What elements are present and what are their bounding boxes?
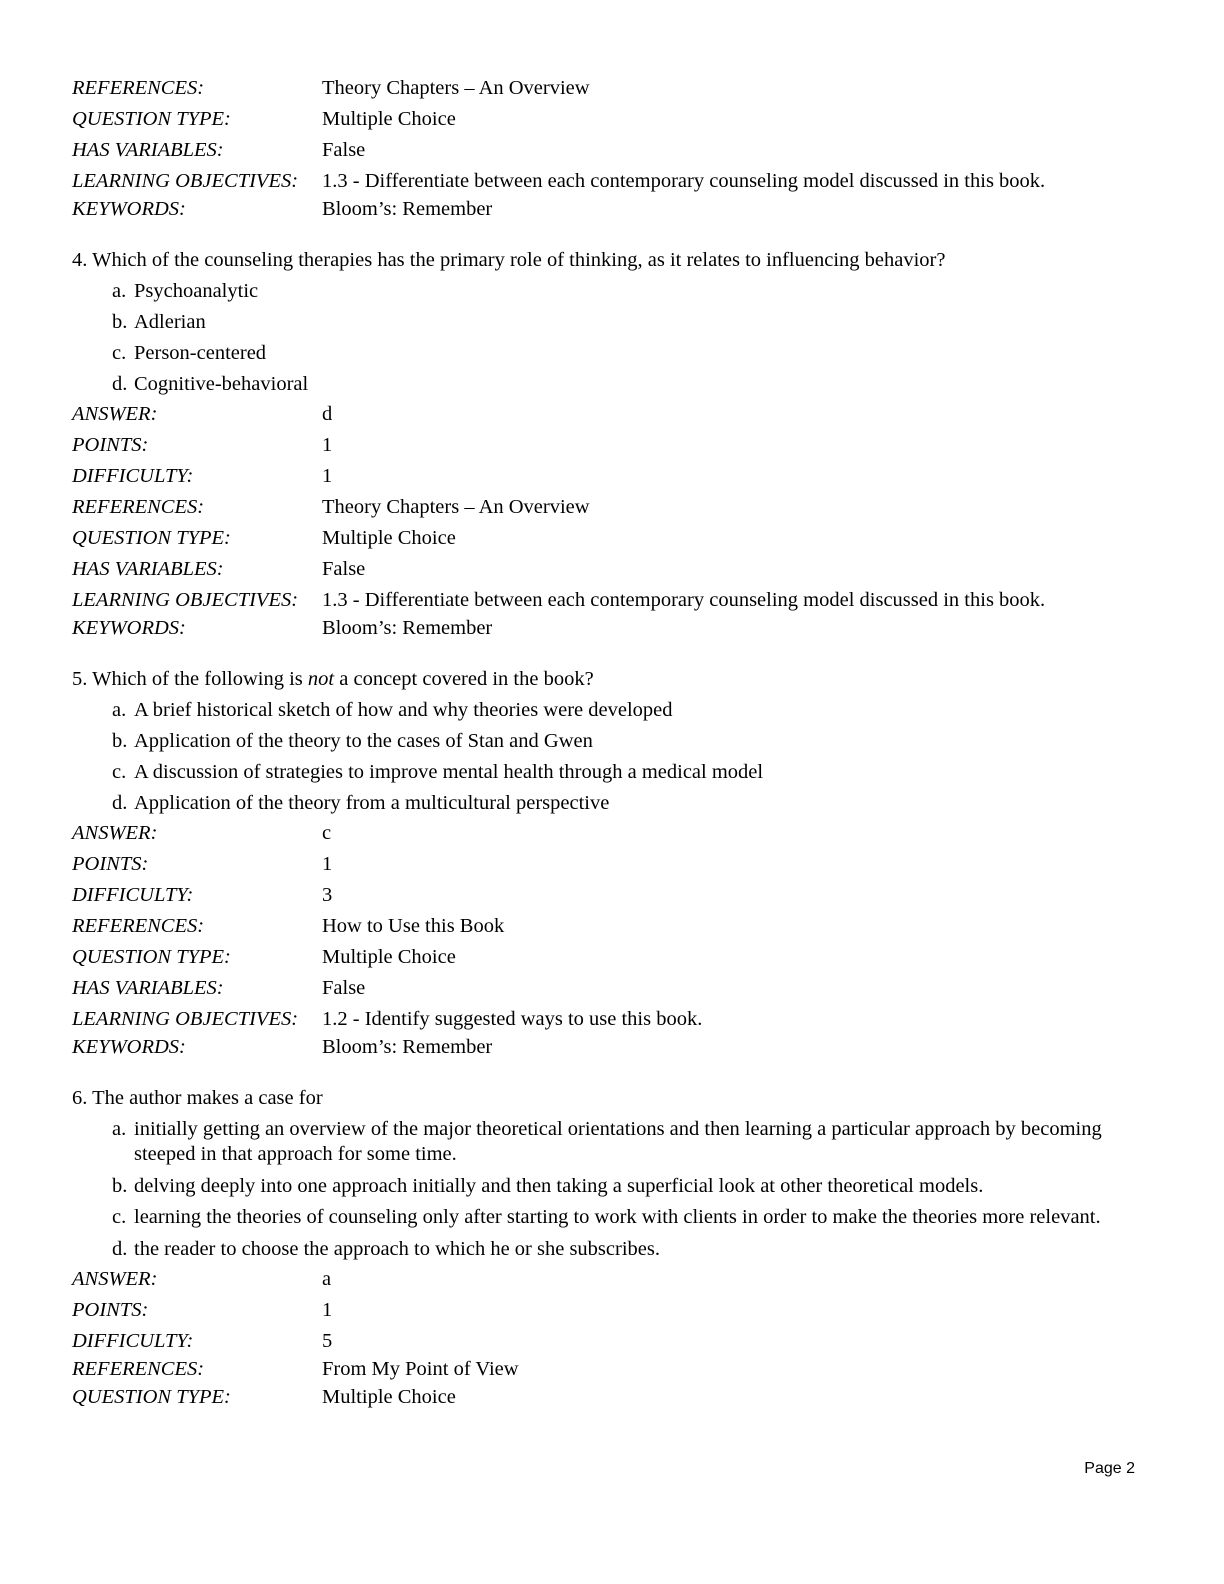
meta-value: 3 (322, 884, 333, 906)
meta-row-question-type (72, 943, 1152, 974)
meta-label: REFERENCES: (72, 915, 205, 937)
meta-row-answer (72, 400, 1152, 431)
meta-label: QUESTION TYPE: (72, 108, 231, 130)
meta-row-points (72, 1296, 1152, 1327)
choice-c (72, 338, 1152, 369)
meta-label: KEYWORDS: (72, 198, 186, 220)
choice-text: Cognitive-behavioral (134, 373, 309, 395)
meta-row-answer (72, 1265, 1152, 1296)
meta-row-references (72, 493, 1152, 524)
question-4 (72, 246, 1152, 645)
question-6 (72, 1084, 1152, 1414)
meta-row-keywords (72, 195, 1152, 226)
meta-value: Theory Chapters – An Overview (322, 496, 590, 518)
meta-row-keywords (72, 1033, 1152, 1064)
question-5 (72, 665, 1152, 1064)
meta-value: 1.3 - Differentiate between each contemporary counseling model discussed in this book. (322, 170, 1046, 192)
choice-text: Psychoanalytic (134, 280, 259, 302)
meta-value: 5 (322, 1330, 333, 1352)
choice-letter: c. (112, 1206, 127, 1228)
choice-text: Person-centered (134, 342, 267, 364)
meta-label: POINTS: (72, 434, 149, 456)
meta-row-has-variables (72, 974, 1152, 1005)
choice-text: delving deeply into one approach initially and then taking a superficial look at other theoretical models. (134, 1175, 984, 1197)
meta-value: Multiple Choice (322, 946, 456, 968)
choice-text: the reader to choose the approach to which he or she subscribes. (134, 1238, 660, 1260)
question-5-metadata (72, 819, 1152, 1064)
meta-label: POINTS: (72, 1299, 149, 1321)
meta-label: QUESTION TYPE: (72, 1386, 231, 1408)
question-stem: 6. The author makes a case for (72, 1087, 323, 1109)
meta-label: ANSWER: (72, 822, 158, 844)
meta-value: Theory Chapters – An Overview (322, 77, 590, 99)
meta-row-question-type (72, 105, 1152, 136)
meta-value: 1 (322, 853, 333, 875)
meta-row-has-variables (72, 555, 1152, 586)
question-4-metadata (72, 400, 1152, 645)
choice-letter: a. (112, 1118, 127, 1140)
meta-value: Bloom’s: Remember (322, 1036, 493, 1058)
choice-text: learning the theories of counseling only after starting to work with clients in order to make the theories more relevant. (134, 1206, 1101, 1228)
meta-value: False (322, 977, 366, 999)
meta-label: LEARNING OBJECTIVES: (72, 589, 299, 611)
meta-value: 1 (322, 465, 333, 487)
meta-label: REFERENCES: (72, 1358, 205, 1380)
meta-value: 1.2 - Identify suggested ways to use this book. (322, 1008, 703, 1030)
meta-value: d (322, 403, 333, 425)
meta-value: 1 (322, 1299, 333, 1321)
meta-label: HAS VARIABLES: (72, 558, 224, 580)
meta-value: From My Point of View (322, 1358, 519, 1380)
meta-label: REFERENCES: (72, 77, 205, 99)
question-3-metadata (72, 74, 1152, 226)
meta-value: 1 (322, 434, 333, 456)
meta-label: DIFFICULTY: (72, 1330, 194, 1352)
meta-label: DIFFICULTY: (72, 465, 194, 487)
meta-value: Multiple Choice (322, 527, 456, 549)
meta-label: KEYWORDS: (72, 1036, 186, 1058)
meta-value: a (322, 1268, 332, 1290)
meta-row-question-type (72, 1383, 1152, 1414)
meta-value: c (322, 822, 332, 844)
choice-b (72, 307, 1152, 338)
meta-label: HAS VARIABLES: (72, 977, 224, 999)
meta-label: ANSWER: (72, 1268, 158, 1290)
choice-letter: c. (112, 761, 127, 783)
meta-label: POINTS: (72, 853, 149, 875)
meta-label: QUESTION TYPE: (72, 527, 231, 549)
choice-c (72, 757, 1152, 788)
question-stem: 4. Which of the counseling therapies has the primary role of thinking, as it relates to influencing behavior? (72, 249, 946, 271)
choice-letter: b. (112, 730, 128, 752)
meta-value: Bloom’s: Remember (322, 617, 493, 639)
meta-value: Multiple Choice (322, 108, 456, 130)
choice-letter: d. (112, 792, 128, 814)
meta-value: Bloom’s: Remember (322, 198, 493, 220)
choice-d (72, 369, 1152, 400)
meta-row-answer (72, 819, 1152, 850)
meta-value: Multiple Choice (322, 1386, 456, 1408)
meta-label: LEARNING OBJECTIVES: (72, 170, 299, 192)
choice-b (72, 1171, 1152, 1202)
meta-row-has-variables (72, 136, 1152, 167)
meta-label: REFERENCES: (72, 496, 205, 518)
meta-value: False (322, 139, 366, 161)
meta-label: DIFFICULTY: (72, 884, 194, 906)
meta-label: KEYWORDS: (72, 617, 186, 639)
question-6-metadata (72, 1265, 1152, 1414)
meta-label: LEARNING OBJECTIVES: (72, 1008, 299, 1030)
meta-row-points (72, 850, 1152, 881)
question-stem (72, 665, 1152, 695)
meta-label: ANSWER: (72, 403, 158, 425)
page-number: Page 2 (1084, 1460, 1135, 1477)
meta-row-references (72, 74, 1152, 105)
choice-letter: a. (112, 699, 127, 721)
choice-letter: d. (112, 373, 128, 395)
choice-a (72, 695, 1152, 726)
choice-b (72, 726, 1152, 757)
choice-text: Application of the theory to the cases of Stan and Gwen (134, 730, 593, 752)
choice-d (72, 1234, 1152, 1265)
meta-value: 1.3 - Differentiate between each contemporary counseling model discussed in this book. (322, 589, 1046, 611)
meta-row-difficulty (72, 1327, 1152, 1355)
question-stem-emphasis: not (307, 668, 335, 690)
choice-text: Adlerian (134, 311, 206, 333)
meta-row-references (72, 1355, 1152, 1383)
meta-row-learning-objectives (72, 1005, 1152, 1033)
choice-letter: b. (112, 311, 128, 333)
meta-row-difficulty (72, 462, 1152, 493)
choice-letter: c. (112, 342, 127, 364)
meta-row-points (72, 431, 1152, 462)
choice-text: A discussion of strategies to improve mental health through a medical model (134, 761, 764, 783)
choice-text: initially getting an overview of the major theoretical orientations and then learning a particular approach by becoming steeped in that approach for some time. (134, 1118, 1102, 1165)
document-page (72, 74, 1152, 1414)
meta-label: QUESTION TYPE: (72, 946, 231, 968)
meta-row-learning-objectives (72, 167, 1152, 195)
meta-row-references (72, 912, 1152, 943)
choice-d (72, 788, 1152, 819)
choice-letter: a. (112, 280, 127, 302)
question-stem-end: a concept covered in the book? (334, 668, 594, 690)
question-stem-start: 5. Which of the following is (72, 668, 308, 690)
meta-row-difficulty (72, 881, 1152, 912)
meta-row-keywords (72, 614, 1152, 645)
choice-text: A brief historical sketch of how and why theories were developed (134, 699, 673, 721)
meta-value: False (322, 558, 366, 580)
choice-letter: d. (112, 1238, 128, 1260)
meta-value: How to Use this Book (322, 915, 505, 937)
choice-c (72, 1202, 1152, 1234)
meta-row-learning-objectives (72, 586, 1152, 614)
choice-letter: b. (112, 1175, 128, 1197)
choice-a (72, 276, 1152, 307)
choice-a (72, 1114, 1152, 1171)
choice-text: Application of the theory from a multicultural perspective (134, 792, 610, 814)
meta-row-question-type (72, 524, 1152, 555)
meta-label: HAS VARIABLES: (72, 139, 224, 161)
